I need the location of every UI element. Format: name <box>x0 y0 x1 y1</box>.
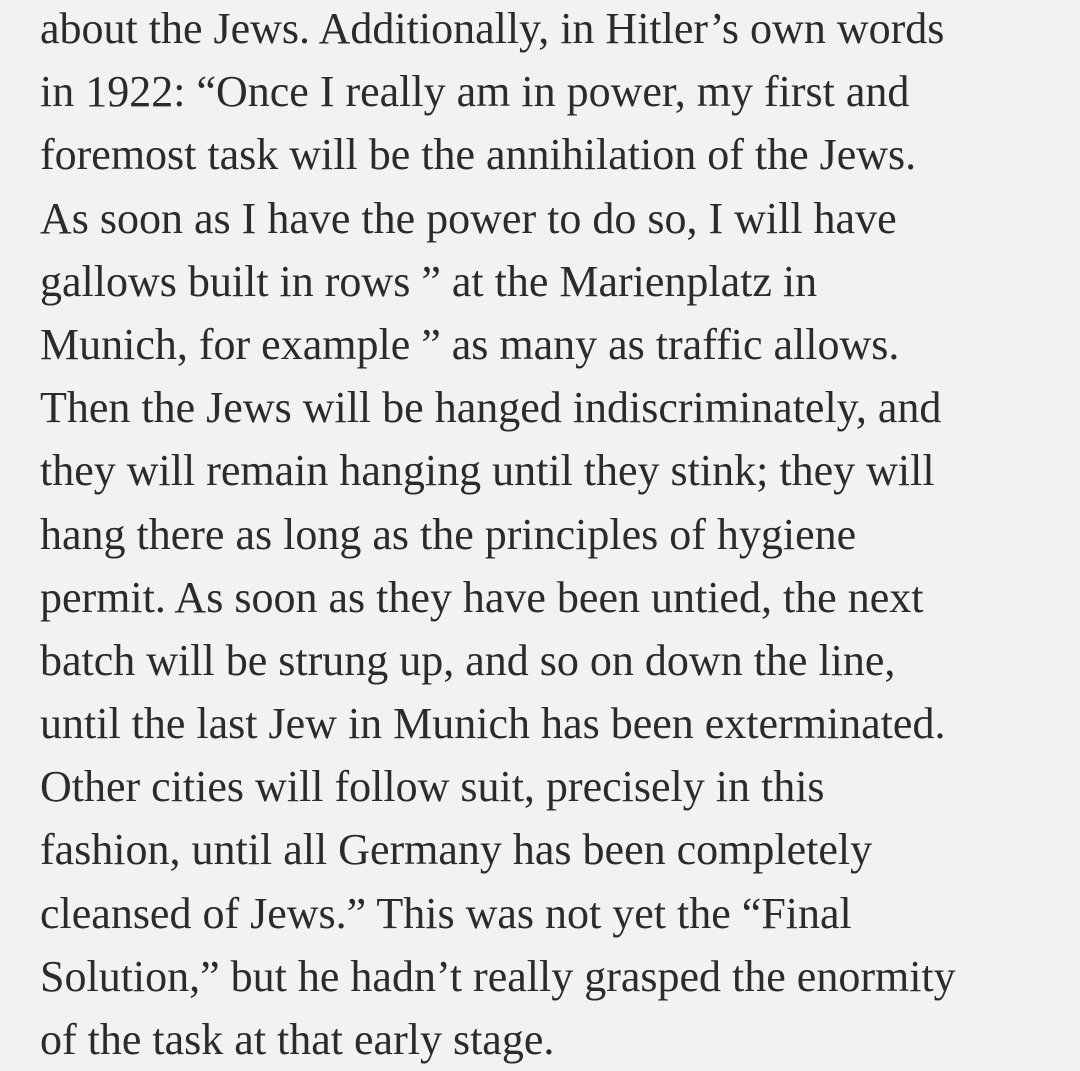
text-line: batch will be strung up, and so on down the line, <box>40 635 896 685</box>
text-line: foremost task will be the annihilation of the Jews. <box>40 130 917 180</box>
text-line: gallows built in rows ” at the Marienplatz in <box>40 256 818 306</box>
text-line: As soon as I have the power to do so, I will have <box>40 193 897 243</box>
text-line: about the Jews. Additionally, in Hitler’s own words <box>40 4 945 53</box>
text-line: of the task at that early stage. <box>40 1015 555 1064</box>
text-line: Then the Jews will be hanged indiscriminately, and <box>40 383 942 433</box>
text-line: permit. As soon as they have been untied, the next <box>40 572 924 622</box>
text-line: they will remain hanging until they stink; they will <box>40 446 935 496</box>
text-line: in 1922: “Once I really am in power, my first and <box>40 67 910 117</box>
text-line: Solution,” but he hadn’t really grasped the enormity <box>40 951 956 1001</box>
article-paragraph <box>40 0 1056 1071</box>
text-line: until the last Jew in Munich has been exterminated. <box>40 699 946 749</box>
text-line: cleansed of Jews.” This was not yet the “Final <box>40 888 852 938</box>
text-line: Other cities will follow suit, precisely in this <box>40 762 825 812</box>
text-line: Munich, for example ” as many as traffic allows. <box>40 319 900 369</box>
text-line: hang there as long as the principles of hygiene <box>40 509 857 559</box>
text-line: fashion, until all Germany has been completely <box>40 825 873 875</box>
